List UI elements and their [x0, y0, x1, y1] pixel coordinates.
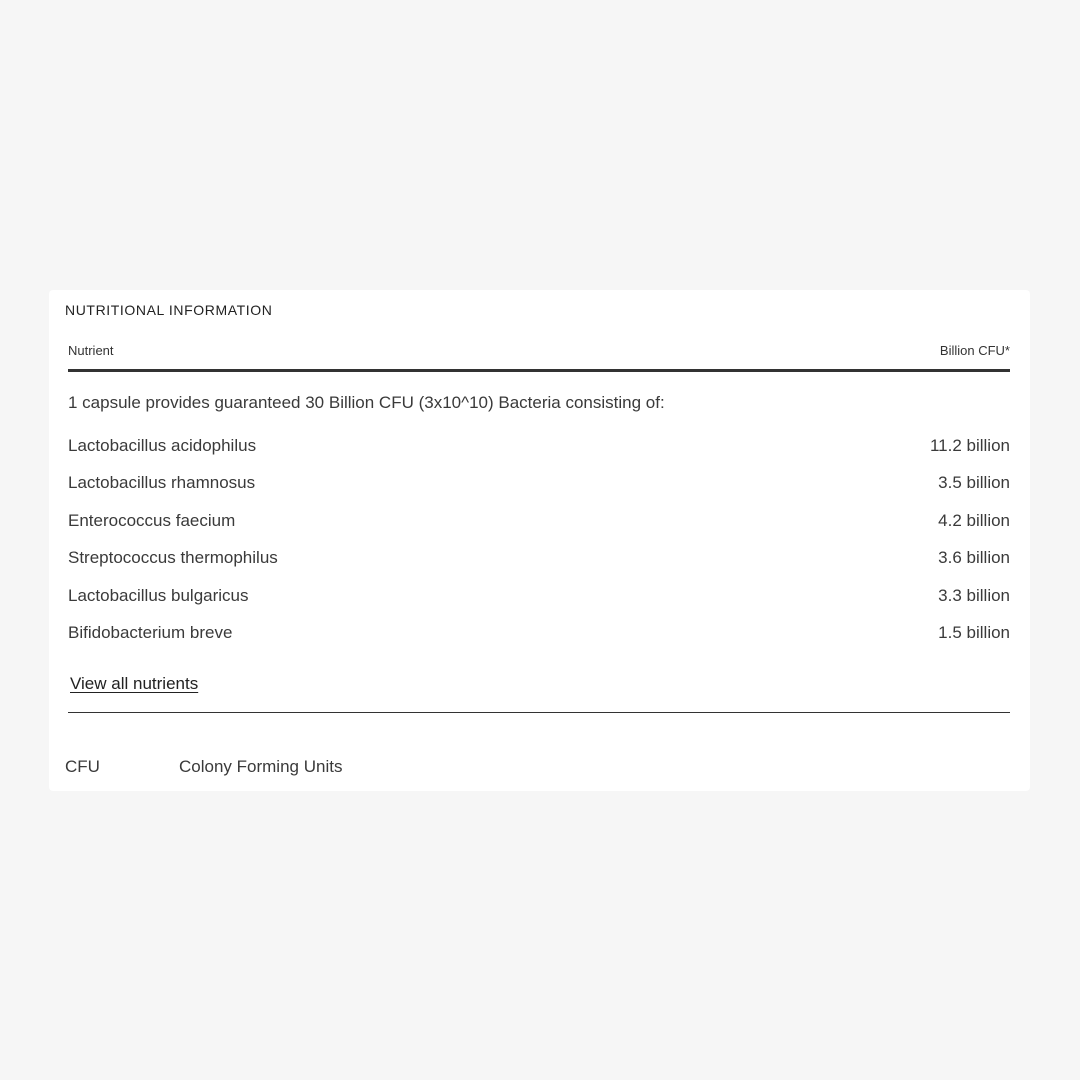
nutrient-name: Lactobacillus acidophilus: [68, 435, 257, 455]
nutrient-value: 3.5 billion: [938, 473, 1010, 493]
nutrient-table: [68, 340, 1010, 652]
table-header: [68, 340, 1010, 372]
table-rows: [68, 427, 1010, 652]
table-intro: 1 capsule provides guaranteed 30 Billion CFU (3x10^10) Bacteria consisting of:: [68, 393, 665, 412]
table-row: [68, 615, 1010, 653]
legend-definition: Colony Forming Units: [179, 757, 343, 776]
header-amount: Billion CFU*: [939, 343, 1010, 358]
nutrient-value: 11.2 billion: [929, 435, 1010, 455]
nutrition-card: [49, 290, 1030, 791]
section-title: NUTRITIONAL INFORMATION: [65, 302, 273, 318]
nutrient-name: Streptococcus thermophilus: [68, 548, 278, 568]
nutrient-name: Bifidobacterium breve: [68, 623, 233, 643]
abbreviation-legend: [65, 757, 342, 777]
nutrient-name: Lactobacillus bulgaricus: [68, 585, 249, 605]
legend-abbreviation: CFU: [65, 757, 100, 776]
table-row: [68, 502, 1010, 540]
header-nutrient: Nutrient: [68, 343, 114, 358]
nutrient-name: Enterococcus faecium: [68, 510, 236, 530]
table-row: [68, 577, 1010, 615]
view-all-nutrients-link[interactable]: View all nutrients: [70, 674, 199, 693]
nutrient-name: Lactobacillus rhamnosus: [68, 473, 256, 493]
nutrient-value: 3.6 billion: [938, 548, 1010, 568]
table-row: [68, 540, 1010, 578]
divider: [68, 712, 1010, 713]
nutrient-value: 4.2 billion: [938, 510, 1010, 530]
nutrient-value: 1.5 billion: [938, 623, 1010, 643]
nutrient-value: 3.3 billion: [938, 585, 1010, 605]
table-row: [68, 465, 1010, 503]
table-row: [68, 427, 1010, 465]
